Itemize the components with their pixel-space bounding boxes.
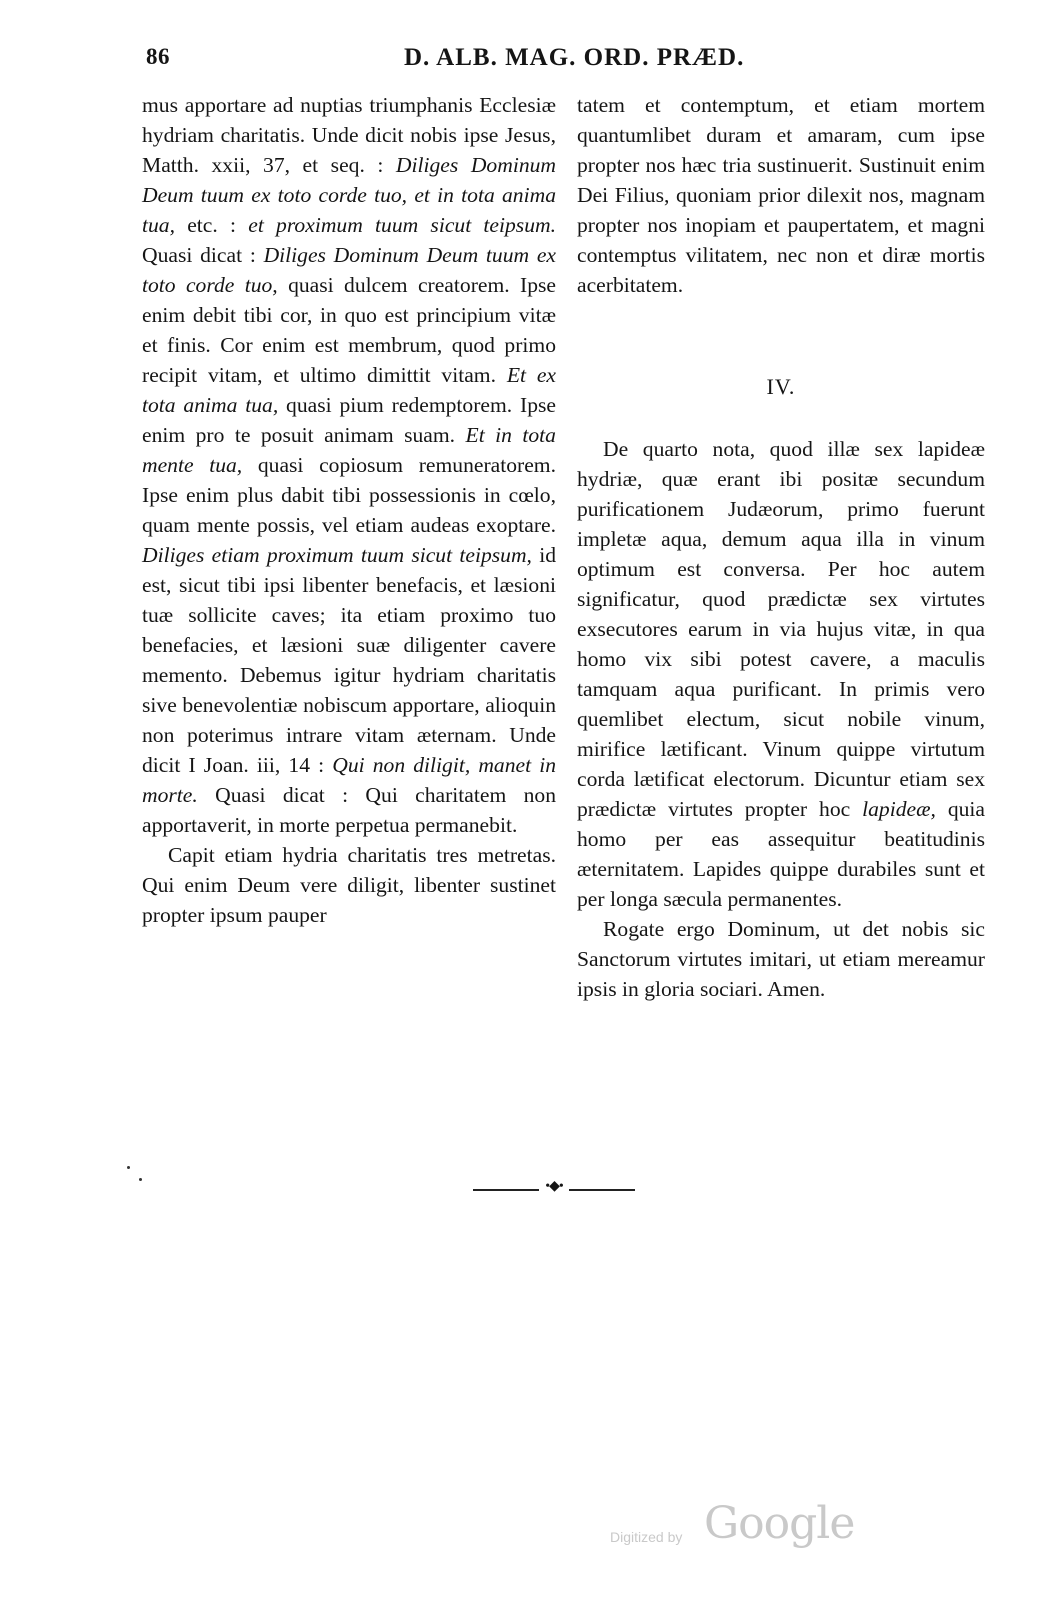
page-header: [146, 44, 906, 84]
paragraph: [577, 914, 985, 1004]
text-run: tatem et contemptum, et etiam mortem quantumlibet duram et amaram, cum ipse propter nos hæc tria sustinuerit. Sustinuit enim Dei Filius, quoniam prior dilexit nos, magnam propter nos inopiam et paupertatem, et magni contemptus vilitatem, nec non et diræ mortis acerbitatem.: [577, 93, 985, 297]
text-run: De quarto nota, quod illæ sex lapideæ hydriæ, quæ erant ibi positæ secundum purificationem Judæorum, primo fuerunt impletæ aqua, demum aqua illa in vinum optimum est conversa. Per hoc autem significatur, quod prædictæ sex virtutes exsecutores earum in via hujus vitæ, in qua homo vix sibi potest cavere, a maculis tamquam aqua purificant. In primis vero quemlibet electum, sicut nobile vinum, mirifice lætificant. Vinum quippe virtutum corda lætificat electorum. Dicuntur etiam sex prædictæ virtutes propter hoc: [577, 437, 985, 821]
right-column: [577, 90, 985, 1004]
left-column: [142, 90, 556, 930]
italic-text-run: Diliges Dominum Deum tuum ex toto corde tuo,: [142, 243, 556, 297]
ornament-rule-right: [569, 1189, 635, 1191]
ornament-rule-left: [473, 1189, 539, 1191]
text-run: etc. :: [175, 213, 249, 237]
text-run: quasi dulcem creatorem. Ipse enim debit tibi cor, in quo est principium vitæ et finis. Cor enim est membrum, quod primo recipit vitam, et ultimo dimittit vitam.: [142, 273, 557, 387]
paragraph: [577, 90, 985, 300]
text-run: quasi copiosum remuneratorem. Ipse enim plus dabit tibi possessionis in cœlo, quam mente possis, vel etiam audeas exoptare.: [142, 453, 556, 537]
text-run: mus apportare ad nuptias triumphanis Ecclesiæ hydriam charitatis. Unde dicit nobis ipse Jesus, Matth. xxii, 37, et seq. :: [142, 93, 556, 177]
stray-dot: [139, 1178, 142, 1181]
text-run: Rogate ergo Dominum, ut det nobis sic Sanctorum virtutes imitari, ut etiam mereamur ipsis in gloria sociari. Amen.: [577, 917, 985, 1001]
stray-dot: [127, 1166, 130, 1169]
end-ornament: [473, 1179, 635, 1196]
text-run: quia homo per eas assequitur beatitudinis æternitatem. Lapides quippe durabiles sunt et per longa sæcula permanentes.: [577, 797, 985, 911]
watermark-logo-text: Google: [704, 1498, 855, 1549]
ornament-glyph: •◆•: [545, 1179, 563, 1194]
italic-text-run: Et in tota mente tua,: [142, 423, 556, 477]
section-heading: IV.: [766, 374, 796, 399]
paragraph: [142, 90, 556, 840]
italic-text-run: Qui non diligit, manet in morte.: [142, 753, 557, 807]
digitized-watermark: [610, 1498, 855, 1554]
italic-text-run: Et ex tota anima tua,: [142, 363, 556, 417]
page-number: 86: [146, 44, 170, 69]
paragraph: [142, 840, 556, 930]
paragraph: [577, 434, 985, 914]
watermark-small-text: Digitized by: [610, 1529, 683, 1545]
text-run: Quasi dicat :: [142, 243, 264, 267]
text-run: Capit etiam hydria charitatis tres metretas. Qui enim Deum vere diligit, libenter sustinet propter ipsum pauper: [142, 843, 556, 927]
running-title: D. ALB. MAG. ORD. PRÆD.: [404, 44, 745, 71]
text-run: id est, sicut tibi ipsi libenter benefacis, et læsioni tuæ sollicite caves; ita etiam proximo tuo benefacies, et læsioni suæ diligenter cavere memento. Debemus igitur hydriam charitatis sive benevolentiæ nobiscum apportare, alioquin non poterimus intrare vitam æternam. Unde dicit I Joan. iii, 14 :: [142, 543, 556, 777]
text-run: Quasi dicat : Qui charitatem non apportaverit, in morte perpetua permanebit.: [142, 783, 556, 837]
italic-text-run: lapideæ,: [862, 797, 936, 821]
italic-text-run: Diliges etiam proximum tuum sicut teipsum,: [142, 543, 532, 567]
italic-text-run: Diliges Dominum Deum tuum ex toto corde tuo, et in tota anima tua,: [142, 153, 557, 237]
italic-text-run: et proximum tuum sicut teipsum.: [248, 213, 556, 237]
text-run: quasi pium redemptorem. Ipse enim pro te posuit animam suam.: [142, 393, 556, 447]
